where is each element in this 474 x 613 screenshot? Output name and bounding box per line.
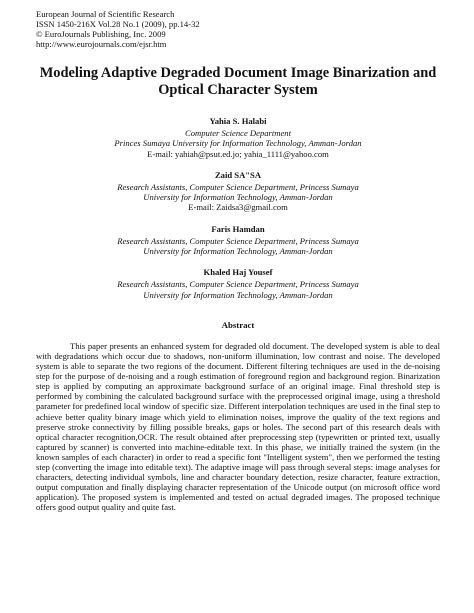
author-affiliation: Computer Science Department: [185, 128, 291, 139]
journal-issn: ISSN 1450-216X Vol.28 No.1 (2009), pp.14-32: [36, 19, 200, 29]
journal-copyright: © EuroJournals Publishing, Inc. 2009: [36, 29, 166, 39]
author-affiliation: University for Information Technology, Amman-Jordan: [143, 246, 333, 257]
abstract-heading: Abstract: [221, 319, 255, 330]
author-name: Faris Hamdan: [211, 223, 265, 234]
author-affiliation: Princes Sumaya University for Information Technology, Amman-Jordan: [114, 138, 362, 149]
paper-title-line-1: Modeling Adaptive Degraded Document Image Binarization and: [39, 65, 437, 81]
journal-header: [36, 9, 440, 49]
abstract-body: This paper presents an enhanced system for degraded old document. The developed system is able to deal with degradations which occur due to shadows, non-uniform illumination, low contrast and noise. The developed system is able to separate the two regions of the document. Different filtering techniques are used in the de-noising step for the purpose of de-noising and a rough estimation of foreground region and background region. Binarization step is applied by computing an approximate background surface of an original image. Final threshold step is performed by combining the calculated background surface with the preprocessed original image, using a threshold parameter for predefined local window of specific size. Different interpolation techniques are used in the final step to achieve better quality binary image which yield to elimination noises, improve the quality of the text regions and preserve stroke connectivity by filling possible breaks, gaps or holes. The second part of this research deals with optical character recognition,OCR. The result obtained after preprocessing step (typewritten or printed text, usually captured by scanner) is converted into machine-editable text. In this phase, we initially trained the system (in the known samples of each character) in order to read a specific font "Intelligent system", then we performed the testing step (converting the image into editable text). The adaptive image will pass through several steps: image analyses for characters, detecting individual symbols, line and character boundary detection, resize character, feature extraction, output computation and finally displaying character representation of the Unicode output (on microsoft office word application). The proposed system is implemented and tested on actual degraded images. The proposed technique offers good output quality and quite fast.: [36, 340, 440, 513]
author-block: [36, 116, 440, 159]
author-block: [36, 224, 440, 257]
author-affiliation: Research Assistants, Computer Science Department, Princess Sumaya: [117, 279, 359, 290]
author-name: Khaled Haj Yousef: [203, 267, 273, 278]
author-affiliation: Research Assistants, Computer Science Department, Princess Sumaya: [117, 182, 359, 193]
paper-title-line-2: Optical Character System: [158, 82, 318, 98]
author-affiliation: University for Information Technology, Amman-Jordan: [143, 289, 333, 300]
journal-url[interactable]: http://www.eurojournals.com/ejsr.htm: [36, 39, 167, 49]
author-affiliation: Research Assistants, Computer Science Department, Princess Sumaya: [117, 235, 359, 246]
paper-title: [36, 65, 440, 99]
author-email[interactable]: E-mail: yahiah@psut.ed.jo; yahia_1111@yahoo.com: [147, 148, 329, 159]
author-affiliation: University for Information Technology, Amman-Jordan: [143, 192, 333, 203]
author-name: Yahia S. Halabi: [209, 116, 267, 126]
author-block: [36, 267, 440, 300]
author-email[interactable]: E-mail: Zaidsa3@gmail.com: [188, 202, 288, 213]
journal-name: European Journal of Scientific Research: [36, 9, 175, 19]
author-name: Zaid SA"SA: [214, 169, 262, 180]
author-list: [36, 116, 440, 300]
author-block: [36, 170, 440, 213]
